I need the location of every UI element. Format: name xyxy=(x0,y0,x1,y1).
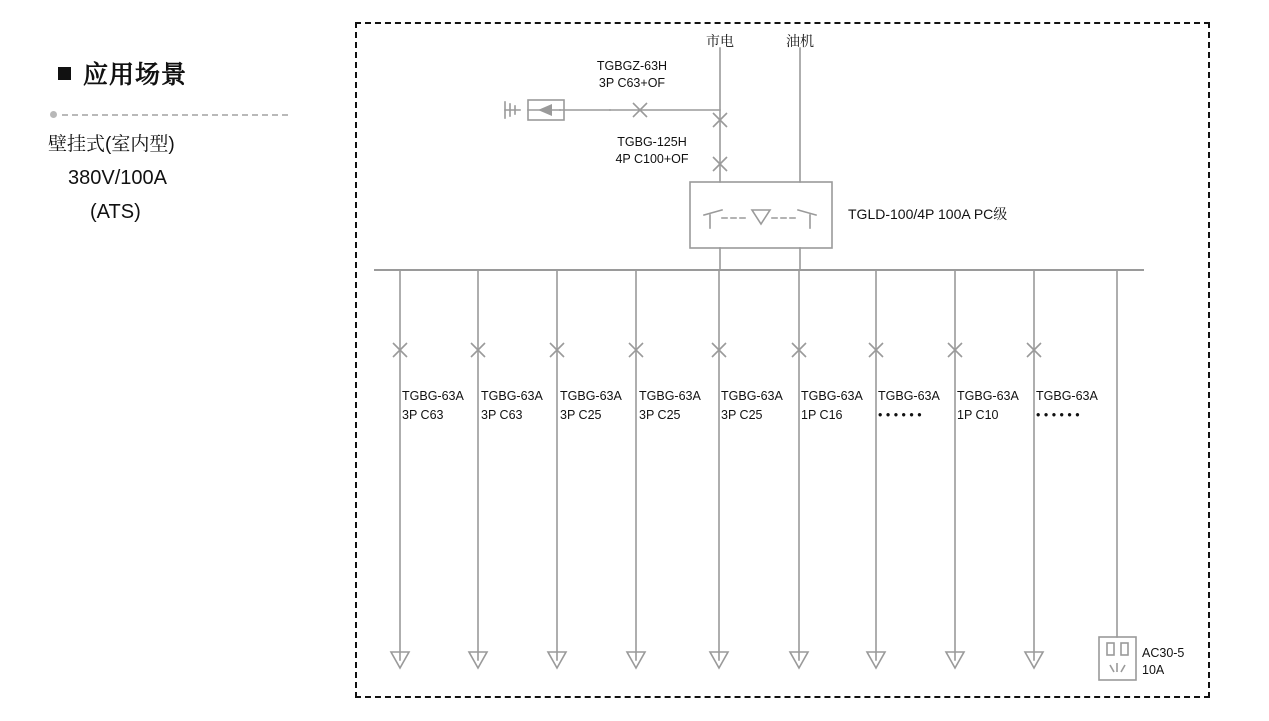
device-label-tgbg125-line1: TGBG-125H xyxy=(617,135,687,149)
device-label-tgbgz-line1: TGBGZ-63H xyxy=(596,59,668,73)
way-label-6-line1: TGBG-63A xyxy=(801,389,863,403)
divider-dot-icon xyxy=(50,111,57,118)
caption-line-1: 壁挂式(室内型) xyxy=(48,134,175,155)
divider xyxy=(50,109,288,119)
way-label-9-line1: TGBG-63A xyxy=(1036,389,1098,403)
way-label-5-line1: TGBG-63A xyxy=(721,389,783,403)
ats-label: TGLD-100/4P 100A PC级 xyxy=(848,206,1008,222)
divider-dashed-line xyxy=(62,114,288,116)
left-caption-panel xyxy=(40,55,320,229)
way-label-5-line2: 3P C25 xyxy=(721,408,763,422)
way-label-9-line2: • • • • • • xyxy=(1036,408,1080,422)
caption-line-3: (ATS) xyxy=(90,201,141,223)
socket-label-line2: 10A xyxy=(1142,663,1165,677)
way-label-1-line2: 3P C63 xyxy=(402,408,444,422)
way-label-3-line2: 3P C25 xyxy=(560,408,602,422)
way-label-4-line1: TGBG-63A xyxy=(639,389,701,403)
section-title-label: 应用场景 xyxy=(83,61,188,89)
way-label-2-line2: 3P C63 xyxy=(481,408,523,422)
source-label-mains: 市电 xyxy=(706,33,734,49)
way-label-1-line1: TGBG-63A xyxy=(402,389,464,403)
way-label-6-line2: 1P C16 xyxy=(801,408,843,422)
filled-square-bullet-icon xyxy=(58,67,71,80)
way-label-8-line1: TGBG-63A xyxy=(957,389,1019,403)
socket-label-line1: AC30-5 xyxy=(1142,646,1185,660)
device-label-tgbgz-line2: 3P C63+OF xyxy=(598,76,666,90)
caption-lines xyxy=(40,129,320,229)
device-label-tgbg125-line2: 4P C100+OF xyxy=(615,152,689,166)
way-label-7-line2: • • • • • • xyxy=(878,408,922,422)
way-label-8-line2: 1P C10 xyxy=(957,408,999,422)
section-title xyxy=(40,55,320,91)
way-label-3-line1: TGBG-63A xyxy=(560,389,622,403)
way-label-4-line2: 3P C25 xyxy=(639,408,681,422)
source-label-generator: 油机 xyxy=(786,33,814,49)
way-label-2-line1: TGBG-63A xyxy=(481,389,543,403)
way-label-7-line1: TGBG-63A xyxy=(878,389,940,403)
diagram-frame xyxy=(355,22,1210,698)
caption-line-2: 380V/100A xyxy=(68,167,167,189)
